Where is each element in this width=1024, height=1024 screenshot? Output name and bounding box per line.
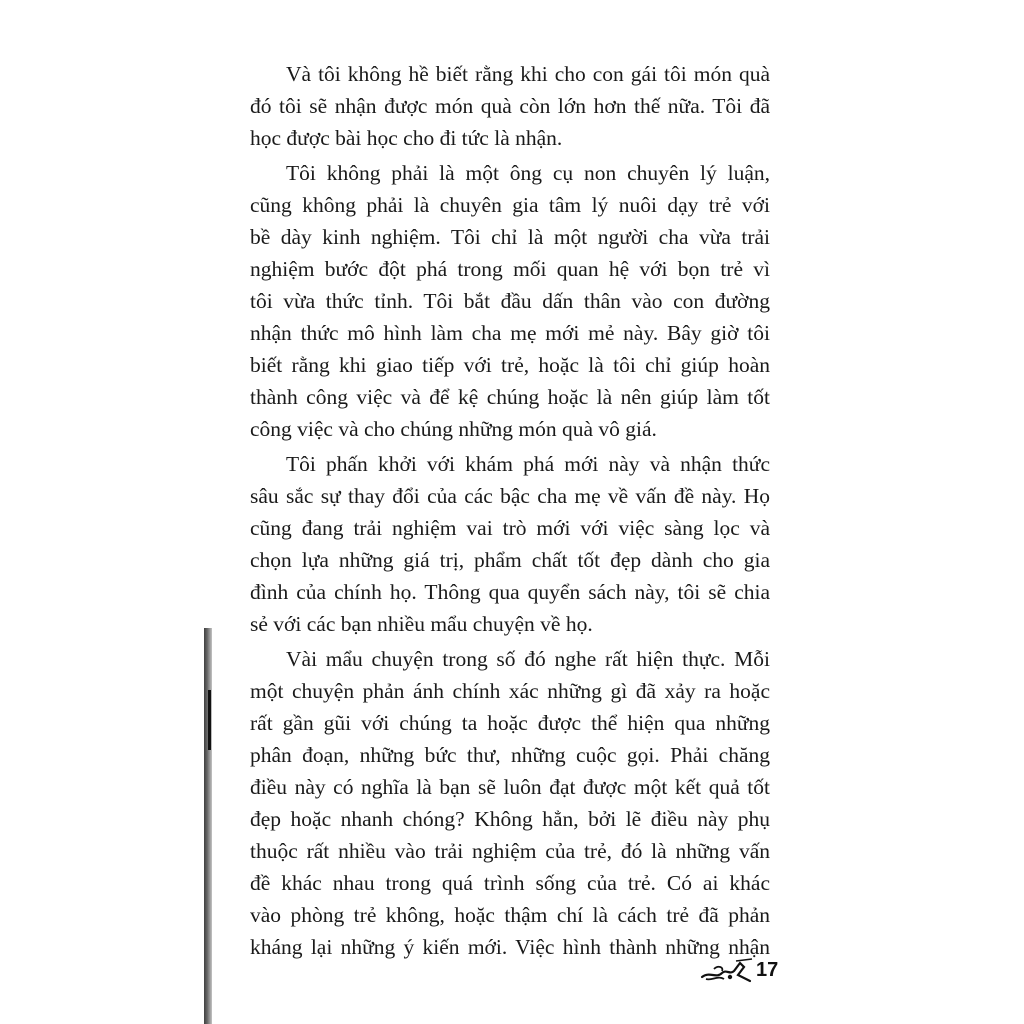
paragraph: [250, 58, 770, 154]
text-line: Tôi phấn khởi với khám phá mới này và nhận thức: [286, 452, 770, 476]
book-binding-line: [208, 690, 211, 750]
text-line: thuộc rất nhiều vào trải nghiệm của trẻ, đó là những vấn: [250, 839, 770, 863]
text-line: đẹp hoặc nhanh chóng? Không hẳn, bởi lẽ điều này phụ: [250, 807, 770, 831]
text-line: điều này có nghĩa là bạn sẽ luôn đạt được một kết quả tốt: [250, 775, 770, 799]
text-line: chọn lựa những giá trị, phẩm chất tốt đẹp dành cho gia: [250, 548, 770, 572]
text-line: vào phòng trẻ không, hoặc thậm chí là cách trẻ đã phản: [250, 903, 770, 927]
body-text: [250, 58, 770, 963]
text-line: phân đoạn, những bức thư, những cuộc gọi. Phải chăng: [250, 743, 770, 767]
paragraph: [250, 643, 770, 963]
text-line: đình của chính họ. Thông qua quyển sách này, tôi sẽ chia: [250, 580, 770, 604]
text-line: bề dày kinh nghiệm. Tôi chỉ là một người cha vừa trải: [250, 225, 770, 249]
book-binding-shadow: [204, 628, 212, 1024]
page-number: 17: [756, 958, 779, 981]
text-line: cũng đang trải nghiệm vai trò mới với việc sàng lọc và: [250, 516, 770, 540]
paragraph: [250, 448, 770, 640]
text-line: học được bài học cho đi tức là nhận.: [250, 126, 563, 150]
text-line: đề khác nhau trong quá trình sống của trẻ. Có ai khác: [250, 871, 770, 895]
text-line: thành công việc và để kệ chúng hoặc là nên giúp làm tốt: [250, 385, 770, 409]
page-footer: [700, 954, 778, 986]
text-line: một chuyện phản ánh chính xác những gì đã xảy ra hoặc: [250, 679, 770, 703]
text-line: sâu sắc sự thay đổi của các bậc cha mẹ về vấn đề này. Họ: [250, 484, 770, 508]
text-line: kháng lại những ý kiến mới. Việc hình thành những nhận: [250, 935, 770, 959]
text-line: đó tôi sẽ nhận được món quà còn lớn hơn thế nữa. Tôi đã: [250, 94, 770, 118]
text-line: tôi vừa thức tỉnh. Tôi bắt đầu dấn thân vào con đường: [250, 289, 770, 313]
paragraph: [250, 157, 770, 445]
text-line: Và tôi không hề biết rằng khi cho con gái tôi món quà: [286, 62, 770, 86]
decorative-flourish-icon: [700, 957, 754, 983]
text-line: công việc và cho chúng những món quà vô giá.: [250, 417, 657, 441]
text-line: nghiệm bước đột phá trong mối quan hệ với bọn trẻ vì: [250, 257, 770, 281]
text-line: rất gần gũi với chúng ta hoặc được thể hiện qua những: [250, 711, 770, 735]
text-line: cũng không phải là chuyên gia tâm lý nuôi dạy trẻ với: [250, 193, 770, 217]
text-line: Vài mẩu chuyện trong số đó nghe rất hiện thực. Mỗi: [286, 647, 770, 671]
text-line: Tôi không phải là một ông cụ non chuyên lý luận,: [286, 161, 770, 185]
text-line: nhận thức mô hình làm cha mẹ mới mẻ này. Bây giờ tôi: [250, 321, 770, 345]
text-line: sẻ với các bạn nhiều mẩu chuyện về họ.: [250, 612, 593, 636]
text-line: biết rằng khi giao tiếp với trẻ, hoặc là tôi chỉ giúp hoàn: [250, 353, 770, 377]
